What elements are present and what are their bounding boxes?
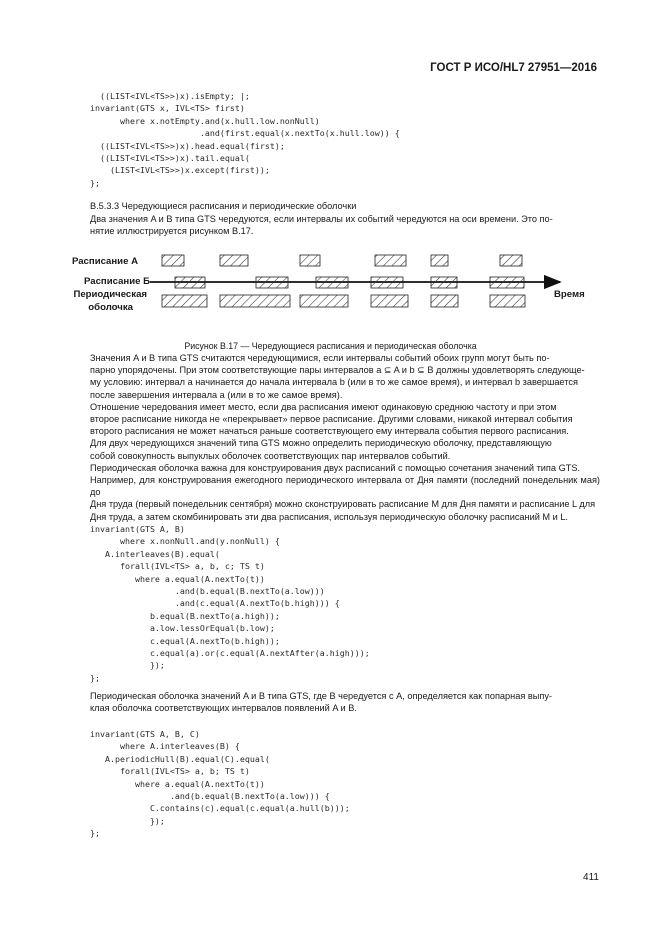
label-periodic-hull-2: оболочка [88, 302, 133, 313]
intro-paragraph [90, 213, 600, 237]
text-line: парно упорядочены. При этом соответствующие пары интервалов a ⊆ A и b ⊆ B должны удовлетворять следующе- [90, 365, 585, 376]
code-block-2 [90, 523, 370, 684]
code-line: C.contains(c).equal(c.equal(a.hull(b))); [90, 803, 350, 814]
code-line: c.equal(A.nextTo(b.high)); [90, 635, 280, 646]
schedule-a-interval [431, 255, 448, 266]
label-schedule-b: Расписание Б [83, 276, 150, 287]
hull-interval [300, 295, 348, 307]
code-line: forall(IVL<TS> a, b, c; TS t) [90, 561, 265, 572]
page-number: 411 [583, 872, 599, 883]
text-line: Значения A и B типа GTS считаются чередующимися, если интервалы событий обоих групп могут быть по- [90, 353, 550, 363]
code-line: where x.nonNull.and(y.nonNull) { [90, 536, 280, 547]
schedule-b-interval [490, 277, 524, 288]
body-paragraphs-2 [90, 690, 600, 714]
schedule-b-interval [316, 277, 348, 288]
code-line: ((LIST<IVL<TS>>)x).head.equal(first); [90, 140, 285, 151]
schedule-a-interval [300, 255, 320, 266]
schedule-a-interval [500, 255, 522, 266]
schedule-b-interval [256, 277, 288, 288]
code-line: }; [90, 828, 100, 839]
code-line: where a.equal(A.nextTo(t)) [90, 778, 265, 789]
code-line: where x.notEmpty.and(x.hull.low.nonNull) [90, 115, 320, 126]
text-line: Периодическая оболочка значений A и B типа GTS, где B чередуется с A, определяется как попарная выпу- [90, 691, 552, 701]
code-line: b.equal(B.nextTo(a.high)); [90, 610, 280, 621]
hull-interval [162, 295, 207, 307]
text-line: Периодическая оболочка важна для конструирования двух расписаний с помощью сочетания значений типа GTS. [90, 462, 581, 473]
text-line: Отношение чередования имеет место, если два расписания имеют одинаковую среднюю частоту и при этом [90, 401, 557, 412]
hull-interval [220, 295, 290, 307]
figure-caption: Рисунок B.17 — Чередующиеся расписания и периодическая оболочка [184, 341, 477, 351]
text-line: Например, для конструирования ежегодного периодического интервала от Дня памяти (последний понедельник мая) до [90, 475, 600, 498]
code-line: }; [90, 177, 100, 188]
text-line: Дня труда, а затем скомбинировать эти два расписания, используя периодическую оболочку расписаний M и L. [90, 511, 568, 522]
code-line: where A.interleaves(B) { [90, 741, 240, 752]
code-block-1 [90, 90, 400, 189]
schedule-a-interval [162, 255, 184, 266]
schedule-a-interval [220, 255, 248, 266]
schedule-b-interval [371, 277, 403, 288]
code-line: A.periodicHull(B).equal(C).equal( [90, 753, 270, 764]
periodic-hull-intervals [162, 295, 525, 307]
code-line: A.interleaves(B).equal( [90, 548, 220, 559]
document-header: ГОСТ Р ИСО/HL7 27951—2016 [430, 62, 597, 74]
schedule-a-interval [375, 255, 406, 266]
code-line: .and(c.equal(A.nextTo(b.high))) { [90, 598, 340, 609]
code-line: .and(b.equal(B.nextTo(a.low))) [90, 586, 325, 597]
code-line: c.equal(a).or(c.equal(A.nextAfter(a.high))); [90, 648, 370, 659]
code-line: (LIST<IVL<TS>>)x.except(first)); [90, 165, 270, 176]
section-heading: B.5.3.3 Чередующиеся расписания и периодические оболочки [90, 201, 357, 211]
code-line: ((LIST<IVL<TS>>)x).isEmpty; |; [90, 91, 250, 101]
text-line: второе расписание никогда не «перекрывает» первое расписание. Другими словами, никакой интервал события [90, 414, 573, 425]
schedule-b-interval [175, 277, 205, 288]
code-line: .and(first.equal(x.nextTo(x.hull.low)) { [90, 128, 400, 139]
text-line: му условию: интервал a начинается до начала интервала b (или в то же самое время), и интервал b завершается [90, 377, 578, 388]
hull-interval [431, 295, 458, 307]
schedule-b-interval [431, 277, 457, 288]
hull-interval [490, 295, 525, 307]
text-line: нятие иллюстрируется рисунком B.17. [90, 226, 254, 237]
interleave-figure [0, 250, 661, 320]
code-line: }); [90, 815, 165, 826]
label-schedule-a: Расписание А [71, 256, 138, 267]
code-line: forall(IVL<TS> a, b; TS t) [90, 766, 250, 777]
label-periodic-hull-1: Периодическая [73, 289, 147, 300]
code-line: ((LIST<IVL<TS>>)x).tail.equal( [90, 153, 250, 164]
text-line: собой совокупность выпуклых оболочек соответствующих пар интервалов событий. [90, 450, 451, 461]
code-line: a.low.lessOrEqual(b.low); [90, 623, 275, 634]
text-line: второго расписания не может начаться раньше соответствующего ему интервала события первого расписания. [90, 426, 569, 437]
schedule-a-intervals [162, 255, 522, 266]
code-line: where a.equal(A.nextTo(t)) [90, 573, 265, 584]
text-line: после завершения интервала a (или в то же самое время). [90, 389, 343, 400]
body-paragraphs-1 [90, 352, 600, 523]
code-line: invariant(GTS x, IVL<TS> first) [90, 103, 245, 114]
hull-interval [371, 295, 408, 307]
code-line: }; [90, 672, 100, 683]
text-line: Для двух чередующихся значений типа GTS можно определить периодическую оболочку, представляющую [90, 438, 552, 449]
code-line: invariant(GTS A, B, C) [90, 729, 200, 739]
label-time: Время [554, 289, 585, 300]
text-line: Два значения A и B типа GTS чередуются, если интервалы их событий чередуются на оси времени. Это по- [90, 214, 553, 224]
text-line: Дня труда (первый понедельник сентября) можно сконструировать расписание M для Дня памяти и расписание L для [90, 499, 596, 510]
code-line: invariant(GTS A, B) [90, 524, 185, 534]
text-line: клая оболочка соответствующих интервалов появлений A и B. [90, 703, 357, 714]
code-line: .and(b.equal(B.nextTo(a.low))) { [90, 791, 330, 802]
code-line: }); [90, 660, 165, 671]
code-block-3 [90, 728, 350, 840]
